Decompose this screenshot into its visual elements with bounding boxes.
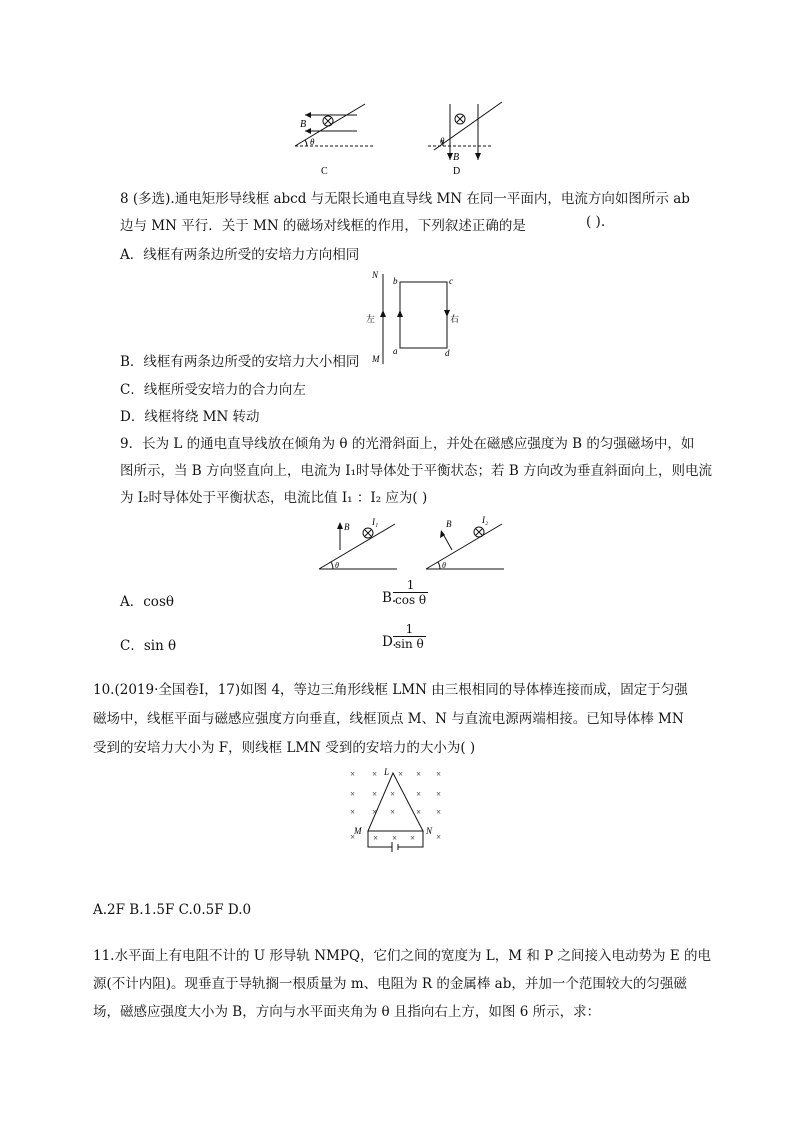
q8-line-2: 边与 MN 平行．关于 MN 的磁场对线框的作用，下列叙述正确的是	[120, 218, 526, 234]
svg-text:×: ×	[416, 789, 422, 799]
q9-option-b-numerator: 1	[393, 578, 428, 593]
q10-line-2: 磁场中，线框平面与磁感应强度方向垂直，线框顶点 M、N 与直流电源两端相接。已知导体棒 MN	[93, 711, 684, 727]
q9-option-d-prefix: D.	[382, 634, 397, 650]
figure-d-theta-label: θ	[440, 136, 445, 146]
figure-d	[420, 100, 520, 180]
svg-text:×: ×	[436, 789, 442, 799]
q9-fig2-i2: I₂	[482, 515, 489, 525]
q9-option-a: A．cosθ	[120, 594, 174, 610]
q9-line-1: 9．长为 L 的通电直导线放在倾角为 θ 的光滑斜面上，并处在磁感应强度为 B 的匀强磁场中，如	[120, 436, 695, 452]
q9-option-d-denominator: sin θ	[395, 637, 424, 651]
svg-text:×: ×	[390, 807, 396, 817]
svg-text:×: ×	[392, 833, 398, 843]
q8-option-c: C．线框所受安培力的合力向左	[120, 382, 306, 398]
figure-d-caption: D	[453, 166, 461, 177]
svg-text:×: ×	[350, 789, 356, 799]
q9-line-2: 图所示，当 B 方向竖直向上，电流为 I₁时导体处于平衡状态；若 B 方向改为垂直斜面向上，则电流	[120, 463, 713, 479]
q8-line-1: 8 (多选).通电矩形导线框 abcd 与无限长通电直导线 MN 在同一平面内，电流方向如图所示 ab	[120, 191, 690, 207]
q9-option-d-numerator: 1	[393, 622, 426, 637]
svg-text:×: ×	[350, 807, 356, 817]
svg-text:×: ×	[410, 833, 416, 843]
q9-line-3: 为 I₂时导体处于平衡状态，电流比值 I₁ ：I₂ 应为( )	[120, 490, 428, 506]
q8-answer-bracket: ( ).	[586, 214, 606, 230]
q10-figure-n: N	[426, 826, 433, 836]
q10-figure-l: L	[384, 767, 390, 777]
svg-text:×: ×	[436, 807, 442, 817]
q9-option-b-prefix: B.	[382, 590, 397, 606]
q8-figure-b: b	[393, 276, 398, 286]
q9-option-c: C．sin θ	[120, 638, 177, 654]
q9-fig2-b: B	[446, 519, 452, 529]
svg-text:×: ×	[416, 807, 422, 817]
q10-answers: A.2F B.1.5F C.0.5F D.0	[93, 902, 252, 918]
q11-line-2: 源(不计内阻)。现垂直于导轨搁一根质量为 m、电阻为 R 的金属棒 ab，并加一个范围较大的匀强磁	[93, 976, 687, 992]
q11-line-3: 场，磁感应强度大小为 B，方向与水平面夹角为 θ 且指向右上方，如图 6 所示，求：	[93, 1004, 601, 1020]
figure-c	[285, 100, 385, 180]
svg-text:×: ×	[373, 833, 379, 843]
q9-figure-2	[422, 512, 512, 574]
q9-figure-1	[315, 512, 405, 574]
q8-option-b: B．线框有两条边所受的安培力大小相同	[120, 354, 360, 370]
q8-figure-m: M	[372, 354, 380, 364]
figure-c-caption: C	[321, 166, 328, 177]
figure-c-theta-label: θ	[310, 137, 315, 147]
q9-fig1-b: B	[344, 522, 350, 532]
svg-text:×: ×	[372, 769, 378, 779]
svg-text:×: ×	[350, 832, 356, 842]
q10-figure-m: M	[354, 826, 362, 836]
q8-option-a: A．线框有两条边所受的安培力方向相同	[120, 247, 360, 263]
svg-text:×: ×	[416, 769, 422, 779]
q8-option-d: D．线框将绕 MN 转动	[120, 409, 260, 425]
svg-text:×: ×	[372, 789, 378, 799]
svg-text:×: ×	[350, 769, 356, 779]
q8-figure	[365, 270, 465, 370]
q10-line-3: 受到的安培力大小为 F，则线框 LMN 受到的安培力的大小为( )	[93, 740, 476, 756]
svg-text:×: ×	[390, 789, 396, 799]
figure-c-b-label: B	[300, 119, 307, 130]
svg-text:×: ×	[436, 832, 442, 842]
svg-text:×: ×	[436, 769, 442, 779]
q9-option-b-denominator: cos θ	[395, 593, 427, 607]
q8-figure-a: a	[393, 346, 398, 356]
q8-figure-d: d	[445, 348, 450, 358]
q9-fig2-theta: θ	[442, 561, 446, 570]
q8-figure-right: 右	[450, 314, 460, 324]
svg-text:×: ×	[372, 807, 378, 817]
svg-text:×: ×	[398, 769, 404, 779]
q9-option-b-fraction	[393, 578, 428, 607]
q8-figure-left: 左	[366, 314, 376, 324]
figure-d-b-label: B	[453, 152, 460, 163]
q9-option-d-fraction	[393, 622, 426, 651]
q9-fig1-i1: I₁	[372, 517, 379, 527]
q11-line-1: 11.水平面上有电阻不计的 U 形导轨 NMPQ，它们之间的宽度为 L，M 和 P 之间接入电动势为 E 的电	[93, 948, 711, 964]
q9-fig1-theta: θ	[335, 561, 339, 570]
q8-figure-c: c	[449, 276, 453, 286]
q10-figure	[340, 765, 450, 860]
q8-figure-n: N	[372, 270, 379, 280]
q10-line-1: 10.(2019·全国卷Ⅰ，17)如图 4，等边三角形线框 LMN 由三根相同的导体棒连接而成，固定于匀强	[93, 682, 688, 698]
